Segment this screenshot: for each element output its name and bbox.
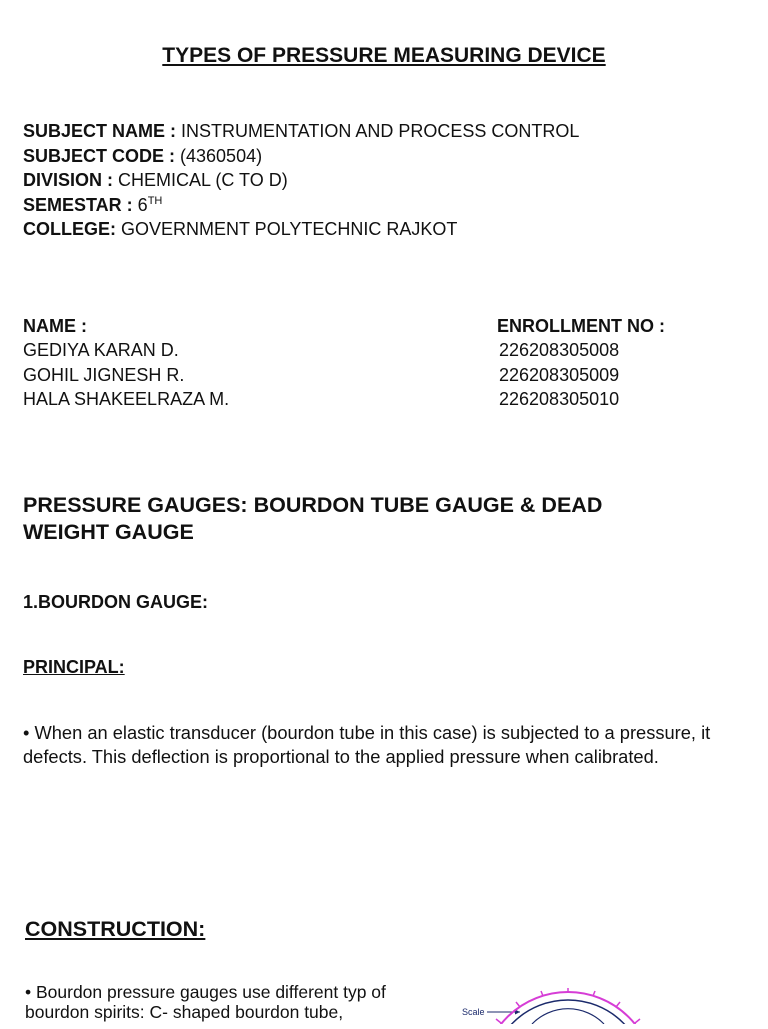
subject-name-label: SUBJECT NAME : [23, 121, 177, 141]
subject-name-line [23, 119, 579, 143]
student-name: GEDIYA KARAN D. [23, 340, 179, 361]
subject-name-value: INSTRUMENTATION AND PROCESS CONTROL [176, 121, 580, 141]
gauge-outer-ring [482, 992, 654, 1024]
section-title: PRESSURE GAUGES: BOURDON TUBE GAUGE & DEAD WEIGHT GAUGE [23, 493, 603, 544]
subject-code-line [23, 144, 262, 168]
scale-tick [496, 1019, 501, 1023]
scale-label: Scale [462, 1007, 485, 1017]
enrollment-number: 226208305009 [499, 364, 620, 385]
gauge-diagram [440, 980, 700, 1024]
semester-line [23, 193, 162, 217]
semester-value: 6 [132, 194, 148, 215]
division-label: DIVISION : [23, 170, 114, 190]
college-line [23, 217, 457, 241]
scale-tick [635, 1019, 640, 1023]
names-column [23, 314, 229, 411]
bourdon-gauge-heading: 1.BOURDON GAUGE: [23, 592, 209, 612]
semester-label: SEMESTAR : [23, 194, 133, 215]
scale-tick [516, 1002, 520, 1007]
bourdon-gauge-figure [440, 980, 700, 1024]
subject-code-label: SUBJECT CODE : [23, 145, 176, 166]
semester-superscript: TH [147, 194, 163, 207]
enrollment-number: 226208305008 [499, 340, 620, 361]
bourdon-tube-arc [532, 1009, 604, 1024]
construction-paragraph: • Bourdon pressure gauges use different typ of bourdon spirits: C- shaped bourdon tube, [25, 983, 386, 1022]
document-title: TYPES OF PRESSURE MEASURING DEVICE [162, 44, 606, 67]
division-value: CHEMICAL (C TO D) [113, 170, 288, 190]
division-line [23, 168, 288, 192]
student-name: HALA SHAKEELRAZA M. [23, 388, 230, 409]
enrollment-header: ENROLLMENT NO : [497, 316, 665, 336]
enrollment-number: 226208305010 [499, 388, 620, 409]
subject-code-value: (4360504) [175, 145, 263, 166]
principal-paragraph: • When an elastic transducer (bourdon tube in this case) is subjected to a pressure, it defects. This deflection is proportional to the applied pressure when calibrated. [23, 722, 711, 768]
college-value: GOVERNMENT POLYTECHNIC RAJKOT [116, 219, 458, 239]
enrollment-column [497, 314, 665, 411]
principal-heading: PRINCIPAL: [23, 657, 125, 677]
construction-heading: CONSTRUCTION: [25, 917, 206, 941]
student-name: GOHIL JIGNESH R. [23, 364, 185, 385]
scale-tick [616, 1002, 620, 1007]
name-header: NAME : [23, 316, 87, 336]
college-label: COLLEGE: [23, 219, 116, 239]
